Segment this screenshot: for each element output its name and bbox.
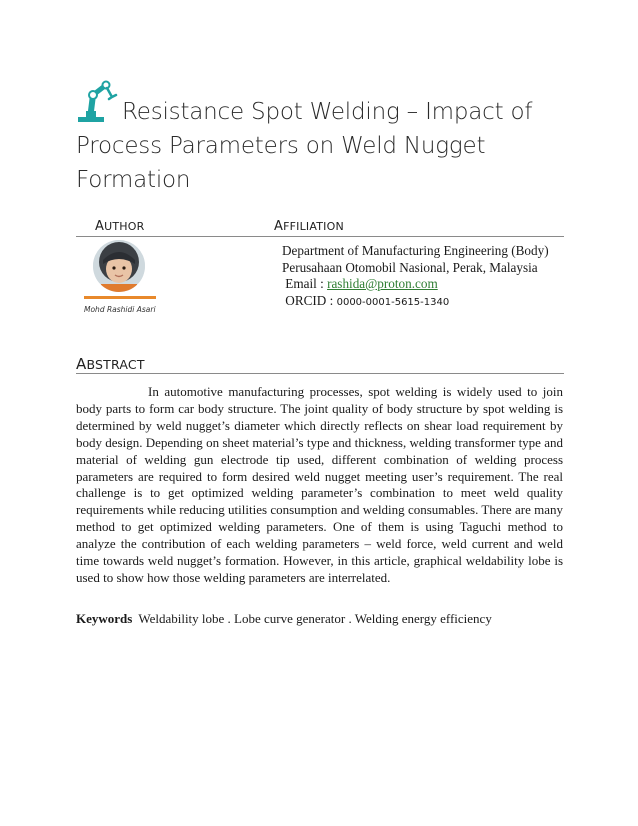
email-link[interactable]: rashida@proton.com [327, 276, 438, 291]
orcid-number: 0000-0001-5615-1340 [336, 296, 450, 308]
affiliation-department: Department of Manufacturing Engineering (Body) [282, 243, 549, 258]
author-header: AUTHOR [95, 219, 145, 234]
affiliation-header: AFFILIATION [274, 219, 344, 234]
keywords-text: Weldability lobe . Lobe curve generator . Welding energy efficiency [138, 611, 492, 626]
affiliation-company: Perusahaan Otomobil Nasional, Perak, Malaysia [282, 259, 538, 275]
abstract-text: In automotive manufacturing processes, spot welding is widely used to join body parts to form car body structure. The joint quality of body structure by spot welding is determined by weld nugget’s diameter which directly reflects on shear load requirement by body design. Depending on sheet material’s type and thickness, welding transformer type and material of welding gun electrode tip used, different combination of welding process parameters are required to form desired weld nugget meeting user’s requirement. The real challenge is to get optimized welding parameter’s combination to meet weld quality requirements while reducing utilities consumption and welding consumables. There are many method to get optimized welding parameters. One of them is using Taguchi method to analyze the contribution of each welding parameters – weld force, weld current and weld time towards weld nugget’s formation. However, in this article, graphical weldability lobe is used to show how those welding parameters are interrelated. [76, 384, 563, 585]
author-name: Mohd Rashidi Asari [84, 305, 156, 314]
affiliation-orcid-row: ORCID : 0000-0001-5615-1340 [285, 292, 450, 308]
abstract-divider [76, 373, 564, 374]
title-line-2: Process Parameters on Weld Nugget Formation [76, 133, 486, 193]
affiliation-email-row: Email : rashida@proton.com [285, 276, 438, 291]
affiliation-block [282, 243, 582, 311]
keywords-label: Keywords [76, 611, 133, 626]
paper-title [76, 95, 596, 197]
abstract-header: ABSTRACT [76, 355, 145, 373]
header-divider [76, 236, 564, 237]
title-line-1: Resistance Spot Welding – Impact of [122, 99, 533, 125]
abstract-body [76, 384, 563, 587]
keywords-line [76, 611, 563, 627]
author-photo [93, 240, 145, 292]
author-accent-bar [84, 296, 156, 299]
